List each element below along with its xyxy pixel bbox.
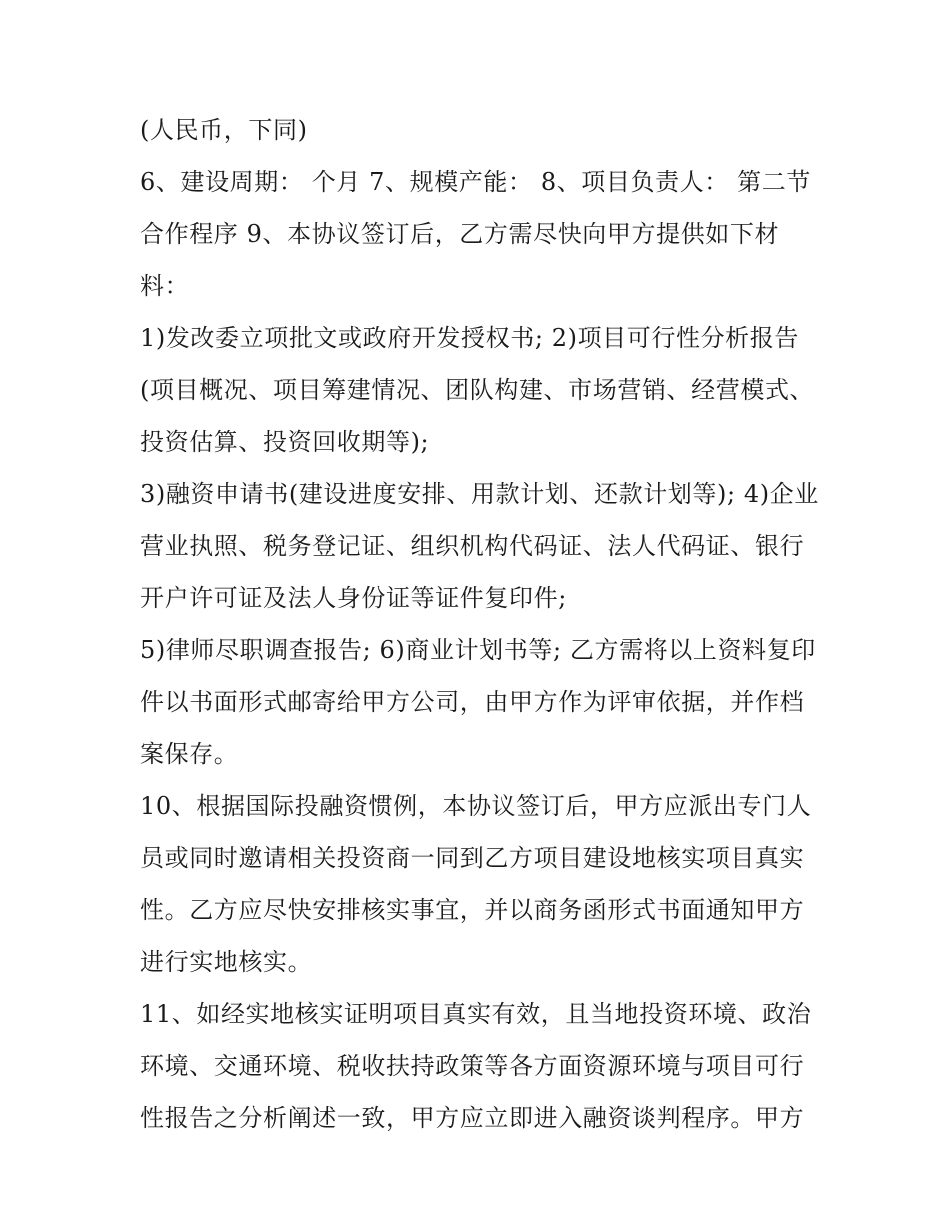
paragraph-materials-5-6: 5)律师尽职调查报告; 6)商业计划书等; 乙方需将以上资料复印件以书面形式邮寄给甲方公司，由甲方作为评审依据，并作档案保存。 <box>140 636 816 768</box>
paragraph-materials-1-2: 1)发改委立项批文或政府开发授权书; 2)项目可行性分析报告(项目概况、项目筹建情况、团队构建、市场营销、经营模式、投资估算、投资回收期等); <box>140 324 815 456</box>
paragraph-item-10: 10、根据国际投融资惯例，本协议签订后，甲方应派出专门人员或同时邀请相关投资商一同到乙方项目建设地核实项目真实性。乙方应尽快安排核实事宜，并以商务函形式书面通知甲方进行实地核实。 <box>140 792 812 976</box>
paragraph-items-6-9: 6、建设周期： 个月 7、规模产能： 8、项目负责人： 第二节合作程序 9、本协议签订后，乙方需尽快向甲方提供如下材料： <box>140 168 811 300</box>
paragraph-item-11: 11、如经实地核实证明项目真实有效，且当地投资环境、政治环境、交通环境、税收扶持政策等各方面资源环境与项目可行性报告之分析阐述一致，甲方应立即进入融资谈判程序。甲方 <box>140 1000 812 1132</box>
document-body <box>140 104 820 1144</box>
paragraph-currency-note: (人民币，下同) <box>140 116 308 144</box>
paragraph-materials-3-4: 3)融资申请书(建设进度安排、用款计划、还款计划等); 4)企业营业执照、税务登记证、组织机构代码证、法人代码证、银行开户许可证及法人身份证等证件复印件; <box>140 480 819 612</box>
